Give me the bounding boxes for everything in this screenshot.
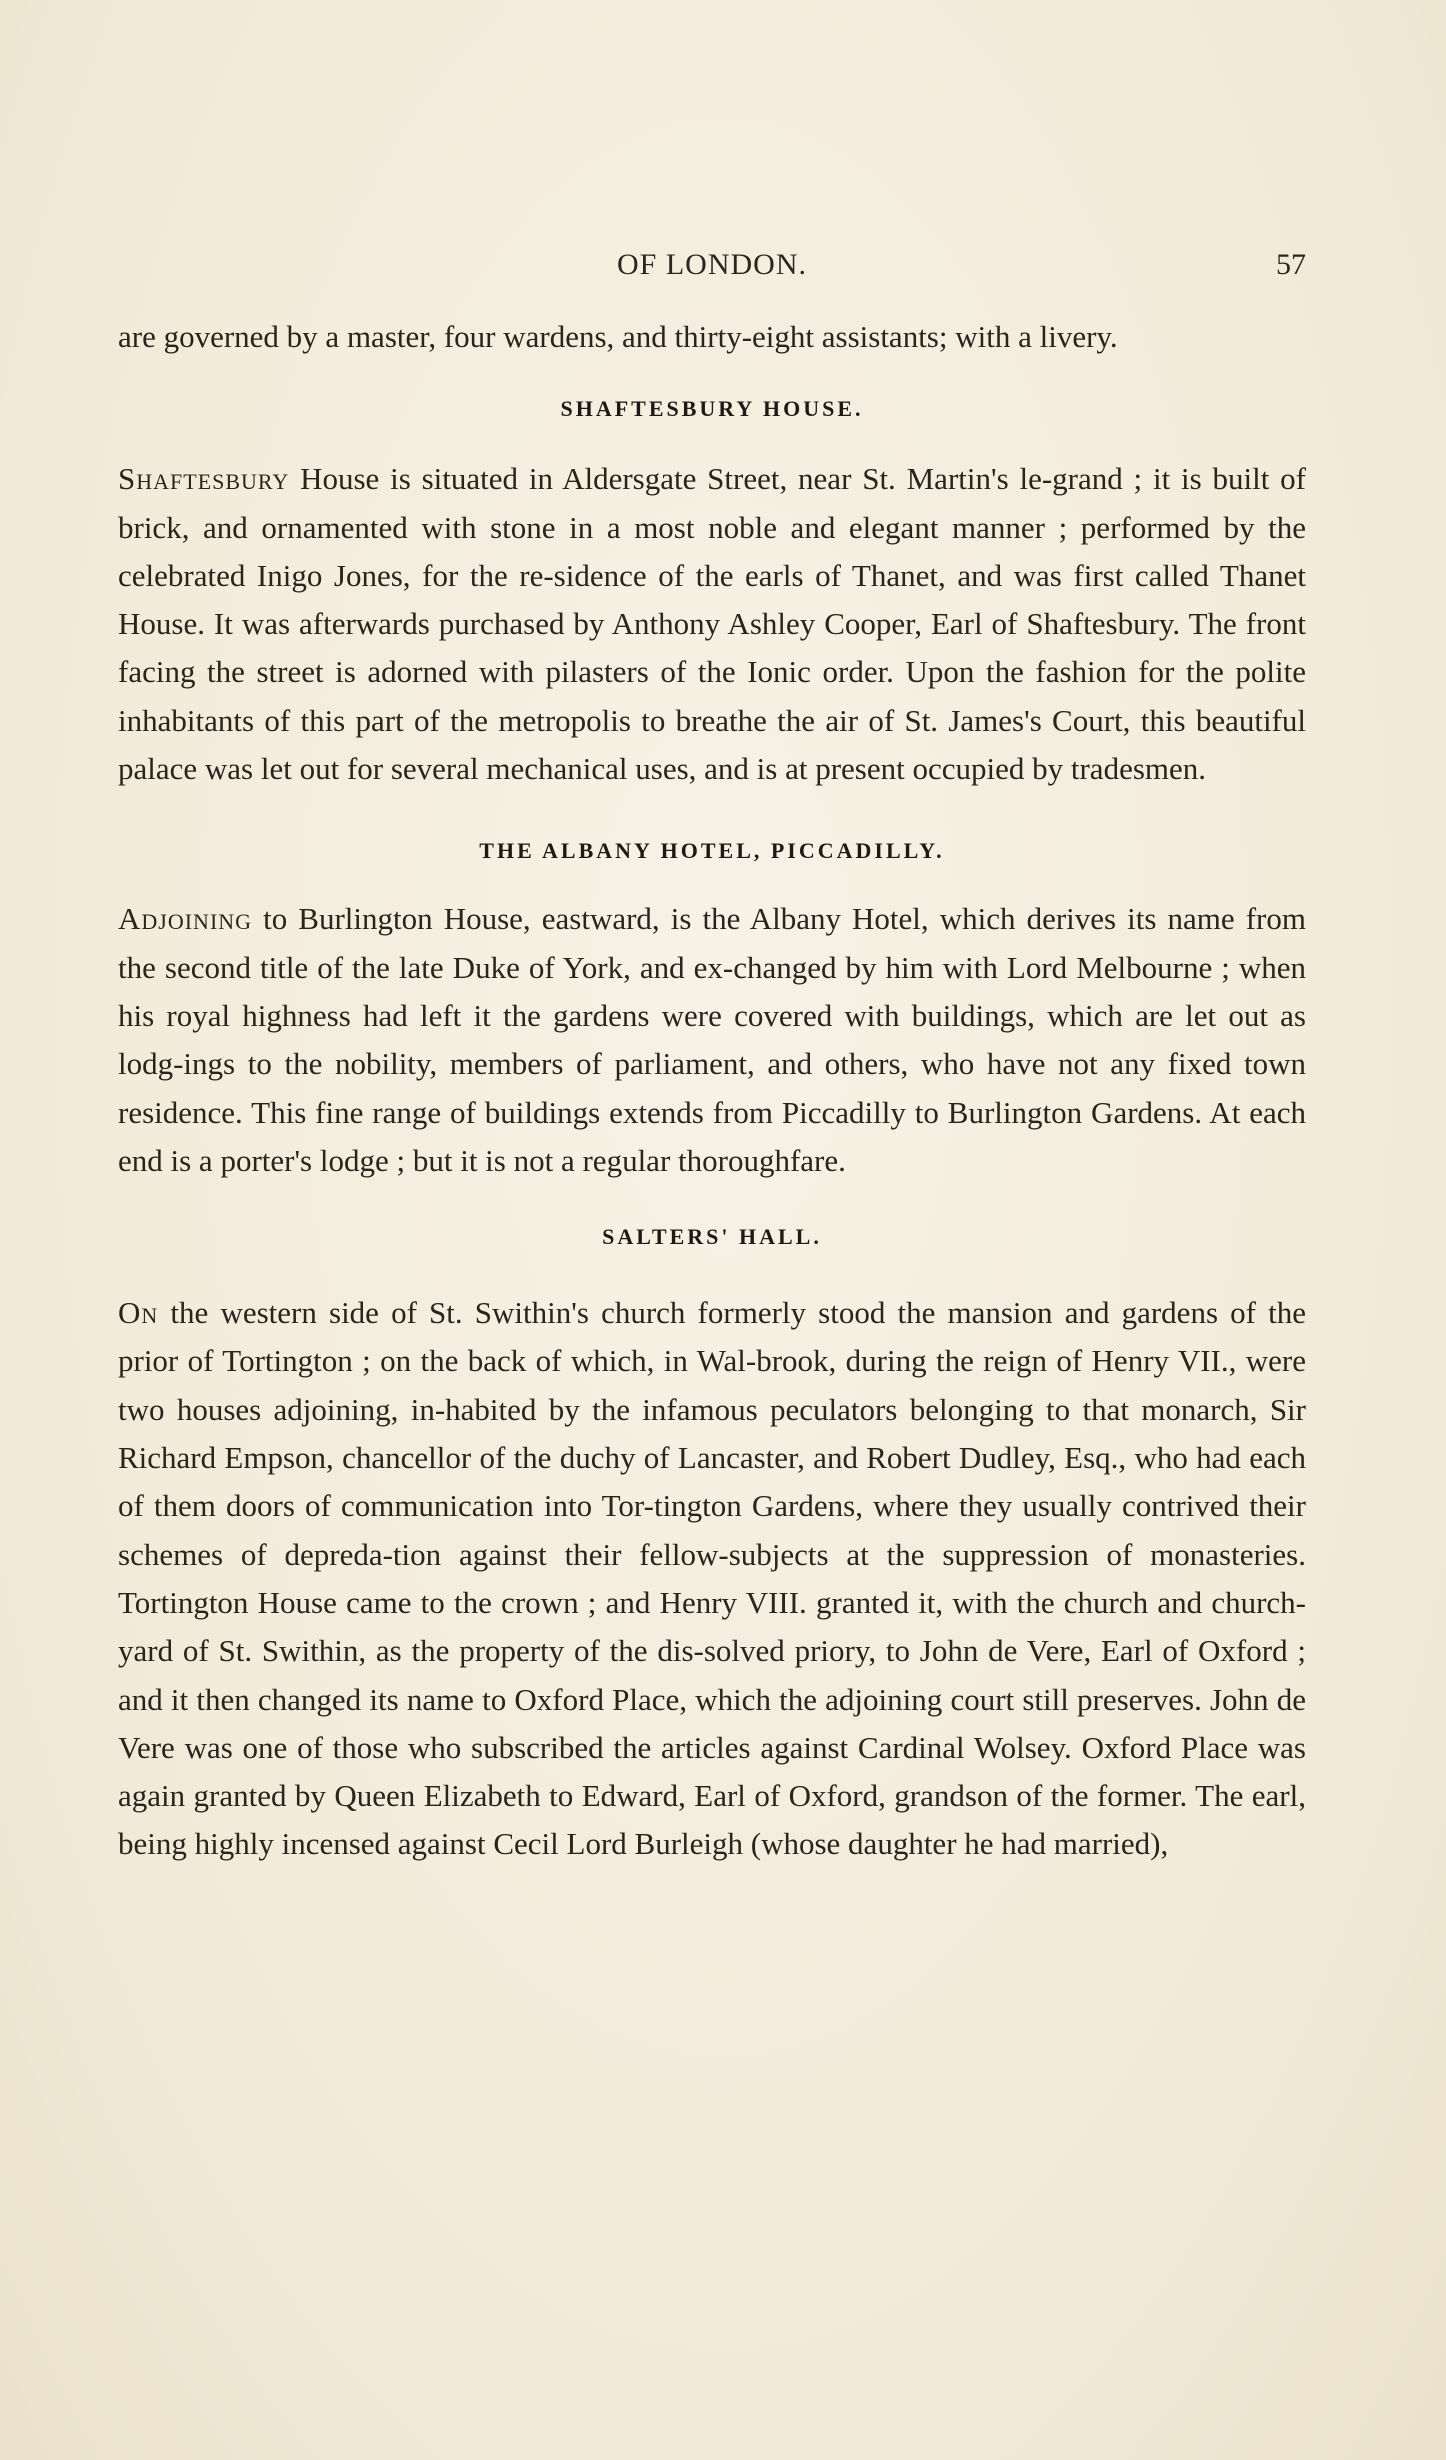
section-heading-albany: THE ALBANY HOTEL, PICCADILLY. <box>479 838 945 864</box>
intro-paragraph: are governed by a master, four wardens, and thirty-eight assistants; with a livery. <box>118 319 1118 354</box>
lead-word: Adjoining <box>118 901 253 937</box>
lead-word: On <box>118 1295 159 1331</box>
paragraph-body: the western side of St. Swithin's church formerly stood the mansion and gardens of the prior of Tortington ; on the back of which, in Wal-brook, during the reign of Henry VII., were two houses adjoining, in-habited by the infamous peculators belonging to that monarch, Sir Richard Empson, chancellor of the duchy of Lancaster, and Robert Dudley, Esq., who had each of them doors of communication into Tor-tington Gardens, where they usually contrived their schemes of depreda-tion against their fellow-subjects at the suppression of monasteries. Tortington House came to the crown ; and Henry VIII. granted it, with the church and church-yard of St. Swithin, as the property of the dis-solved priory, to John de Vere, Earl of Oxford ; and it then changed its name to Oxford Place, which the adjoining court still preserves. John de Vere was one of those who subscribed the articles against Cardinal Wolsey. Oxford Place was again granted by Queen Elizabeth to Edward, Earl of Oxford, grandson of the former. The earl, being highly incensed against Cecil Lord Burleigh (whose daughter he had married), <box>118 1295 1306 1862</box>
body-text <box>118 313 1306 1869</box>
section-heading-salters: SALTERS' HALL. <box>602 1224 822 1250</box>
page-number: 57 <box>1276 248 1306 281</box>
paragraph-body: to Burlington House, eastward, is the Albany Hotel, which derives its name from the second title of the late Duke of York, and ex-changed by him with Lord Melbourne ; when his royal highness had left it the gardens were covered with buildings, which are let out as lodg-ings to the nobility, members of parliament, and others, who have not any fixed town residence. This fine range of buildings extends from Piccadilly to Burlington Gardens. At each end is a porter's lodge ; but it is not a regular thoroughfare. <box>118 901 1306 1178</box>
running-title: OF LONDON. <box>617 248 807 281</box>
page-header <box>118 248 1306 298</box>
paragraph-shaftesbury <box>118 455 1306 793</box>
lead-word: Shaftesbury <box>118 461 290 497</box>
paragraph-salters <box>118 1289 1306 1869</box>
section-heading-shaftesbury: SHAFTESBURY HOUSE. <box>560 396 864 422</box>
paragraph-body: House is situated in Aldersgate Street, near St. Martin's le-grand ; it is built of brick, and ornamented with stone in a most noble and elegant manner ; performed by the celebrated Inigo Jones, for the re-sidence of the earls of Thanet, and was first called Thanet House. It was afterwards purchased by Anthony Ashley Cooper, Earl of Shaftesbury. The front facing the street is adorned with pilasters of the Ionic order. Upon the fashion for the polite inhabitants of this part of the metropolis to breathe the air of St. James's Court, this beautiful palace was let out for several mechanical uses, and is at present occupied by tradesmen. <box>118 461 1306 787</box>
paragraph-albany <box>118 895 1306 1185</box>
